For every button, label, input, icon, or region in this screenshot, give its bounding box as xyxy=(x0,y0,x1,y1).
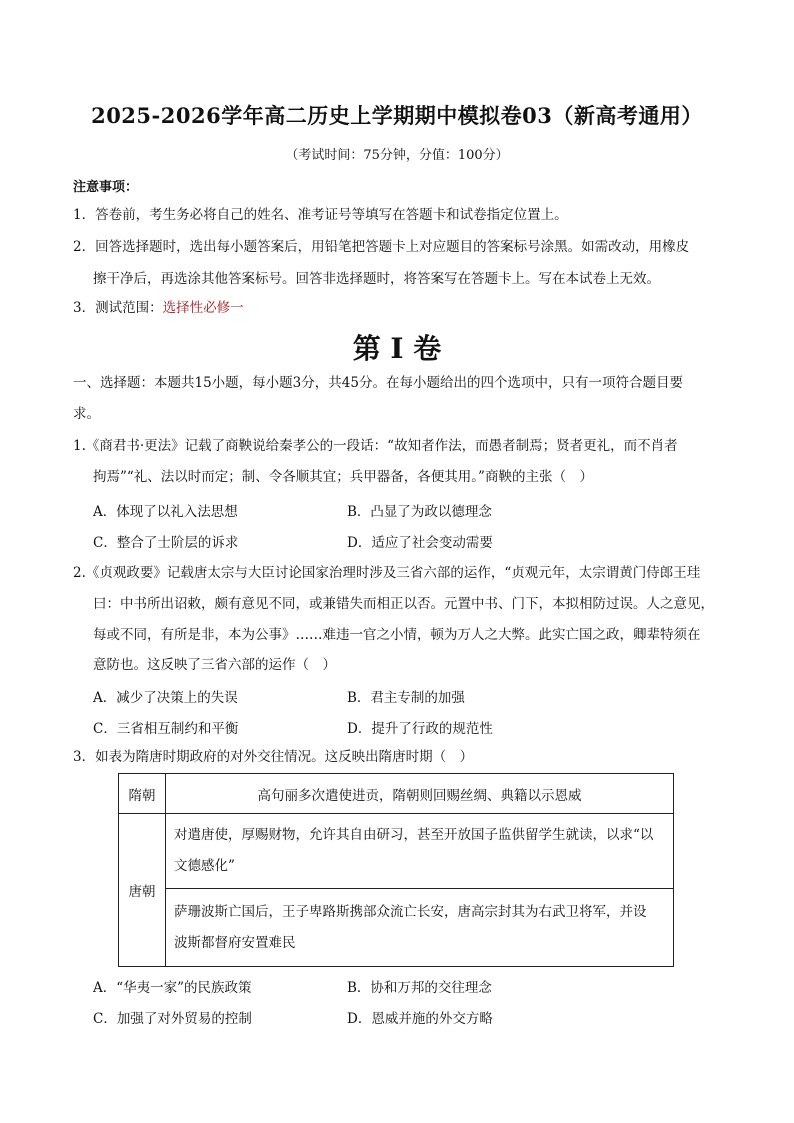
note-item-3-prefix: 3．测试范围： xyxy=(73,300,163,316)
q2-stem-line2: 曰：中书所出诏敕，颇有意见不同，或兼错失而相正以否。元置中书、门下，本拟相防过误。人之意见， xyxy=(93,596,714,612)
table-row xyxy=(119,774,674,814)
table-cell-dynasty: 唐朝 xyxy=(119,814,166,967)
table-cell-text: 高句丽多次遣使进贡，隋朝则回赐丝绸、典籍以示恩威 xyxy=(166,774,674,814)
q3-stem: 3．如表为隋唐时期政府的对外交往情况。这反映出隋唐时期（ ） xyxy=(73,749,474,765)
section-intro-line1: 一、选择题：本题共15小题，每小题3分，共45分。在每小题给出的四个选项中，只有一项符合题目要 xyxy=(73,375,683,391)
q2-option-c[interactable]: C．三省相互制约和平衡 xyxy=(93,721,239,737)
q3-option-b[interactable]: B．协和万邦的交往理念 xyxy=(347,980,492,996)
exam-subtitle: （考试时间：75分钟，分值：100分） xyxy=(285,148,509,163)
table-cell-text xyxy=(166,889,674,967)
q2-stem-line4: 意防也。这反映了三省六部的运作（ ） xyxy=(93,657,336,673)
q2-stem-line3: 每或不同，有所是非，本为公事》……难违一官之小情，顿为万人之大弊。此实亡国之政，卿辈特须在 xyxy=(93,627,701,643)
section-title: 第 I 卷 xyxy=(352,332,442,365)
table-cell-line: 文德感化” xyxy=(174,858,235,874)
table-cell-line: 对遣唐使，厚赐财物，允许其自由研习，甚至开放国子监供留学生就读，以求“以 xyxy=(174,827,654,843)
q1-stem-line1: 1.《商君书·更法》记载了商鞅说给秦孝公的一段话：“故知者作法，而愚者制焉；贤者更礼，而不肖者 xyxy=(73,438,678,454)
section-intro-line2: 求。 xyxy=(73,406,100,422)
table-row xyxy=(119,814,674,889)
test-range: 选择性必修一 xyxy=(162,300,244,316)
table-cell-line: 萨珊波斯亡国后，王子卑路斯携部众流亡长安，唐高宗封其为右武卫将军，并设 xyxy=(174,903,647,920)
q1-stem-line2: 拘焉”“礼、法以时而定；制、令各顺其宜；兵甲器备，各便其用。”商鞅的主张（ ） xyxy=(93,469,593,485)
q2-option-d[interactable]: D．提升了行政的规范性 xyxy=(347,721,493,737)
q3-option-c[interactable]: C．加强了对外贸易的控制 xyxy=(93,1011,252,1027)
q3-table xyxy=(118,773,674,967)
q3-option-d[interactable]: D．恩威并施的外交方略 xyxy=(347,1011,493,1027)
q2-option-a[interactable]: A．减少了决策上的失误 xyxy=(93,690,238,706)
note-item-2-line2: 擦干净后，再选涂其他答案标号。回答非选择题时，将答案写在答题卡上。写在本试卷上无效。 xyxy=(93,271,660,287)
q2-option-b[interactable]: B．君主专制的加强 xyxy=(347,690,465,706)
q1-option-c[interactable]: C．整合了士阶层的诉求 xyxy=(93,535,239,551)
exam-title: 2025-2026学年高二历史上学期期中模拟卷03（新高考通用） xyxy=(91,103,703,128)
note-item-3 xyxy=(73,302,244,316)
note-item-2-line1: 2．回答选择题时，选出每小题答案后，用铅笔把答题卡上对应题目的答案标号涂黑。如需改动，用橡皮 xyxy=(73,239,690,255)
table-row xyxy=(119,889,674,967)
table-cell-line: 波斯都督府安置难民 xyxy=(174,934,296,951)
q1-option-b[interactable]: B．凸显了为政以德理念 xyxy=(347,504,492,520)
table-cell-text xyxy=(166,814,674,889)
notes-heading: 注意事项： xyxy=(73,180,139,195)
q3-option-a[interactable]: A．“华夷一家”的民族政策 xyxy=(93,980,252,996)
note-item-1: 1．答卷前，考生务必将自己的姓名、准考证号等填写在答题卡和试卷指定位置上。 xyxy=(73,207,568,223)
table-cell-dynasty: 隋朝 xyxy=(119,774,166,814)
q1-option-d[interactable]: D．适应了社会变动需要 xyxy=(347,535,493,551)
q2-stem-line1: 2.《贞观政要》记载唐太宗与大臣讨论国家治理时涉及三省六部的运作，“贞观元年，太宗谓黄门侍郎王珪 xyxy=(73,565,701,581)
q1-option-a[interactable]: A．体现了以礼入法思想 xyxy=(93,504,238,520)
